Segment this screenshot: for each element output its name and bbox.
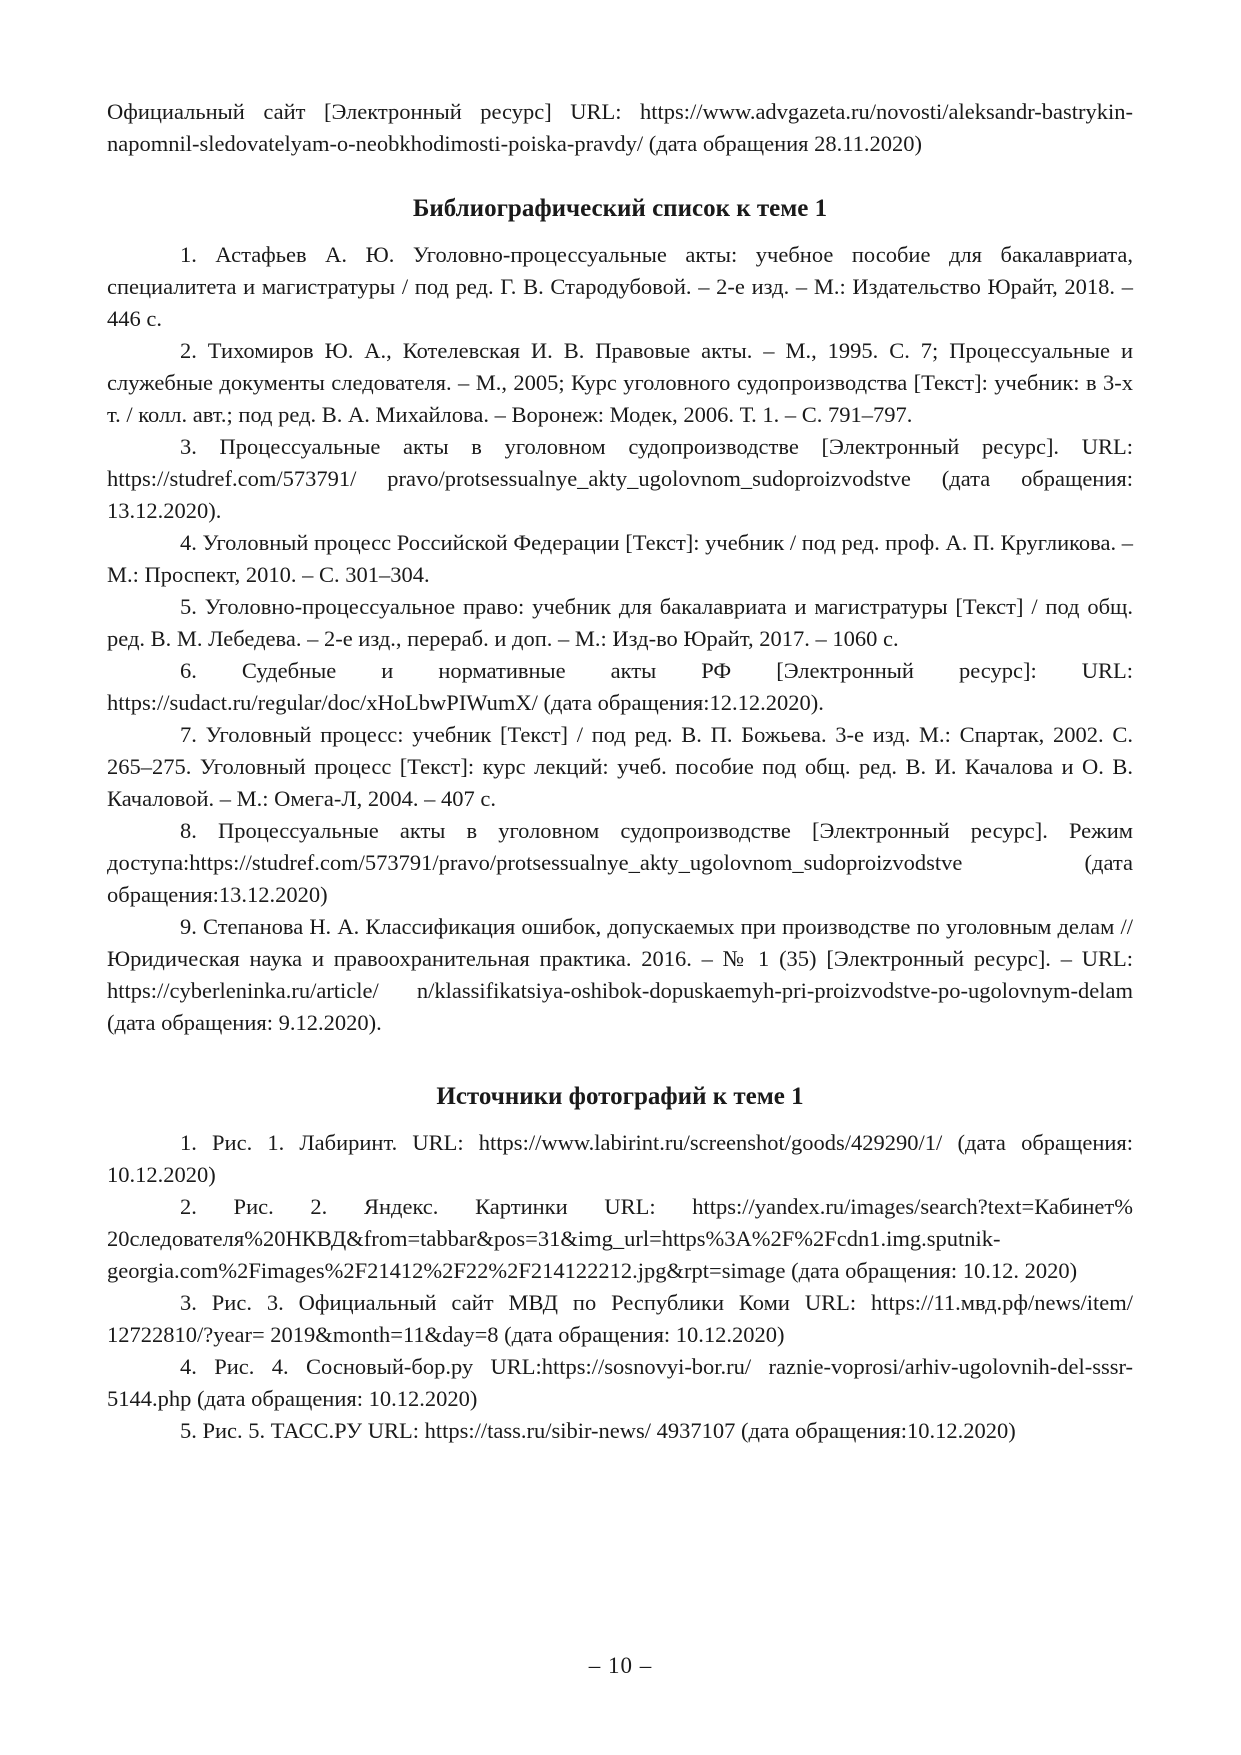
photo-source-item: 4. Рис. 4. Сосновый-бор.ру URL:https://sosnovyi-bor.ru/ raznie-voprosi/arhiv-ugolovnih-del-sssr-5144.php (дата обращения: 10.12.2020)	[107, 1354, 1133, 1411]
page-number: – 10 –	[588, 1653, 653, 1678]
bibliography-heading: Библиографический список к теме 1	[412, 195, 828, 222]
bibliography-item: 5. Уголовно-процессуальное право: учебник для бакалавриата и магистратуры [Текст] / под общ. ред. В. М. Лебедева. – 2-е изд., перераб. и доп. – М.: Изд-во Юрайт, 2017. – 1060 с.	[107, 594, 1133, 651]
bibliography-item: 7. Уголовный процесс: учебник [Текст] / под ред. В. П. Божьева. 3-е изд. М.: Спартак, 2002. С. 265–275. Уголовный процесс [Текст]: курс лекций: учеб. пособие под общ. ред. В. И. Качалова и О. В. Качаловой. – М.: Омега-Л, 2004. – 407 с.	[107, 722, 1133, 811]
bibliography-item: 9. Степанова Н. А. Классификация ошибок, допускаемых при производстве по уголовным делам // Юридическая наука и правоохранительная практика. 2016. – № 1 (35) [Электронный ресурс]. – URL: https://cyberleninka.ru/article/ n/klassifikatsiya-oshibok-dopuskaemyh-pri-proizvodstve-po-ugolovnym-delam (дата обращения: 9.12.2020).	[107, 914, 1133, 1035]
lead-paragraph: Официальный сайт [Электронный ресурс] URL: https://www.advgazeta.ru/novosti/aleksandr-bastrykin-napomnil-sledovatelyam-o-neobkhodimosti-poiska-pravdy/ (дата обращения 28.11.2020)	[107, 99, 1133, 156]
bibliography-list	[107, 239, 1133, 1039]
bibliography-item: 6. Судебные и нормативные акты РФ [Электронный ресурс]: URL: https://sudact.ru/regular/doc/xHoLbwPIWumX/ (дата обращения:12.12.2020).	[107, 658, 1133, 715]
photo-source-item: 1. Рис. 1. Лабиринт. URL: https://www.labirint.ru/screenshot/goods/429290/1/ (дата обращения: 10.12.2020)	[107, 1130, 1133, 1187]
photo-sources-heading: Источники фотографий к теме 1	[436, 1083, 804, 1110]
bibliography-item: 2. Тихомиров Ю. А., Котелевская И. В. Правовые акты. – М., 1995. С. 7; Процессуальные и служебные документы следователя. – М., 2005; Курс уголовного судопроизводства [Текст]: учебник: в 3-х т. / колл. авт.; под ред. В. А. Михайлова. – Воронеж: Модек, 2006. Т. 1. – С. 791–797.	[107, 338, 1133, 427]
photo-source-item: 3. Рис. 3. Официальный сайт МВД по Республики Коми URL: https://11.мвд.рф/news/item/ 12722810/?year= 2019&month=11&day=8 (дата обращения: 10.12.2020)	[107, 1290, 1133, 1347]
bibliography-item: 1. Астафьев А. Ю. Уголовно-процессуальные акты: учебное пособие для бакалавриата, специалитета и магистратуры / под ред. Г. В. Стародубовой. – 2-е изд. – М.: Издательство Юрайт, 2018. – 446 с.	[107, 242, 1133, 331]
photo-source-item: 5. Рис. 5. ТАСС.РУ URL: https://tass.ru/sibir-news/ 4937107 (дата обращения:10.12.2020)	[180, 1418, 1016, 1443]
photo-sources-list	[107, 1127, 1133, 1447]
bibliography-item: 8. Процессуальные акты в уголовном судопроизводстве [Электронный ресурс]. Режим доступа:https://studref.com/573791/pravo/protsessualnye_akty_ugolovnom_sudoproizvodstve (дата обращения:13.12.2020)	[107, 818, 1133, 907]
bibliography-item: 4. Уголовный процесс Российской Федерации [Текст]: учебник / под ред. проф. А. П. Кругликова. – М.: Проспект, 2010. – С. 301–304.	[107, 530, 1133, 587]
photo-source-item: 2. Рис. 2. Яндекс. Картинки URL: https://yandex.ru/images/search?text=Кабинет% 20следователя%20НКВД&from=tabbar&pos=31&img_url=https%3A%2F%2Fcdn1.img.sputnik-georgia.com%2Fimages%2F21412%2F22%2F214122212.jpg&rpt=simage (дата обращения: 10.12. 2020)	[107, 1194, 1133, 1283]
bibliography-item: 3. Процессуальные акты в уголовном судопроизводстве [Электронный ресурс]. URL: https://studref.com/573791/ pravo/protsessualnye_akty_ugolovnom_sudoproizvodstve (дата обращения: 13.12.2020).	[107, 434, 1133, 523]
document-page	[107, 96, 1133, 1447]
